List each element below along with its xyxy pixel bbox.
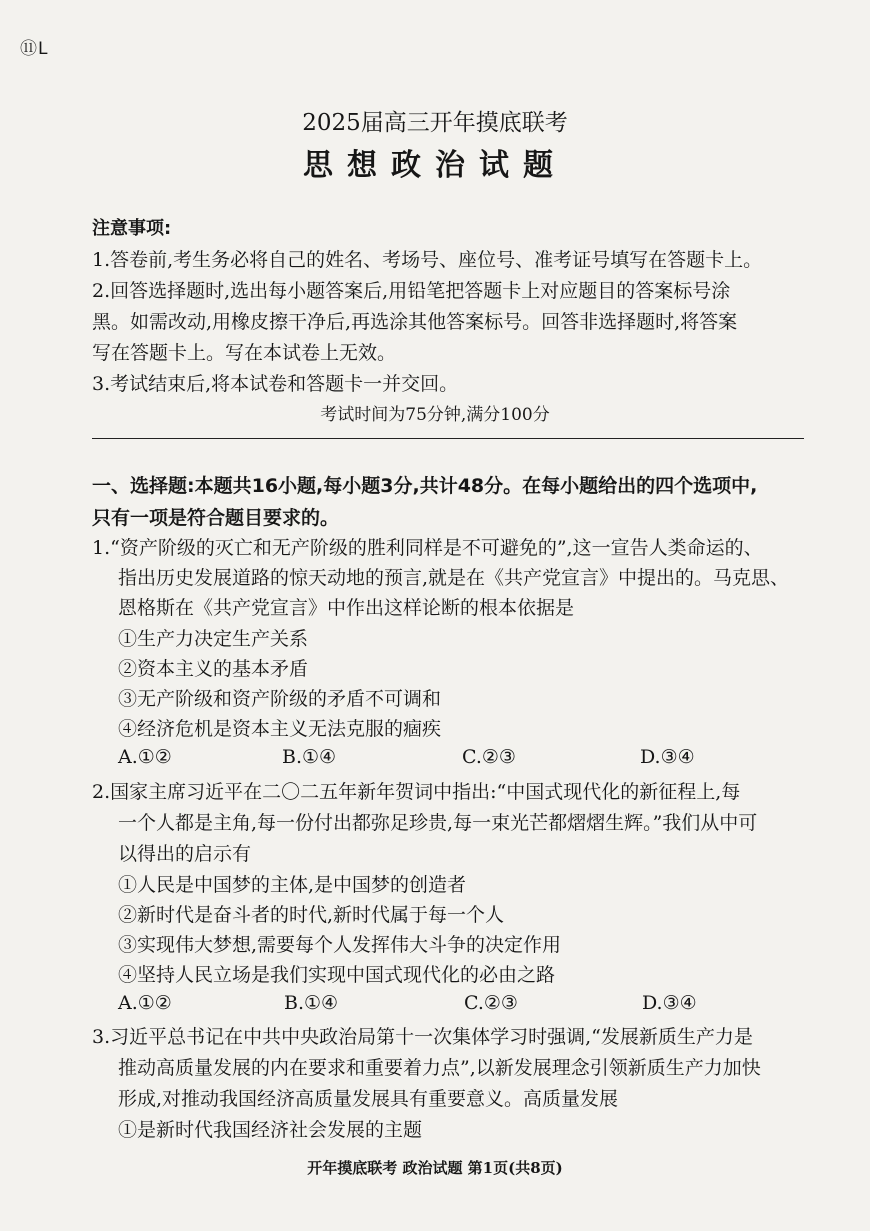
corner-mark: ⑪L	[20, 39, 49, 59]
statement-option: ①是新时代我国经济社会发展的主题	[118, 1119, 423, 1141]
note-line: 2.回答选择题时,选出每小题答案后,用铅笔把答题卡上对应题目的答案标号涂	[92, 280, 731, 302]
statement-option: ②新时代是奋斗者的时代,新时代属于每一个人	[118, 904, 505, 926]
note-line: 1.答卷前,考生务必将自己的姓名、考场号、座位号、准考证号填写在答题卡上。	[92, 249, 763, 271]
note-line: 写在答题卡上。写在本试卷上无效。	[92, 342, 397, 364]
question-stem: 一个人都是主角,每一份付出都弥足珍贵,每一束光芒都熠熠生辉。”我们从中可	[118, 812, 758, 834]
subject-title: 思想政治试题	[303, 148, 567, 183]
page-footer: 开年摸底联考 政治试题 第1页(共8页)	[307, 1159, 563, 1177]
question-stem: 指出历史发展道路的惊天动地的预言,就是在《共产党宣言》中提出的。马克思、	[118, 567, 790, 589]
statement-option: ①人民是中国梦的主体,是中国梦的创造者	[118, 874, 467, 896]
choice-b: B.①④	[284, 992, 339, 1014]
section-heading: 只有一项是符合题目要求的。	[92, 507, 340, 529]
question-stem: 形成,对推动我国经济高质量发展具有重要意义。高质量发展	[118, 1088, 619, 1110]
question-stem: 1.“资产阶级的灭亡和无产阶级的胜利同样是不可避免的”,这一宣告人类命运的、	[92, 537, 763, 559]
note-line: 黑。如需改动,用橡皮擦干净后,再选涂其他答案标号。回答非选择题时,将答案	[92, 311, 738, 333]
statement-option: ③实现伟大梦想,需要每个人发挥伟大斗争的决定作用	[118, 934, 562, 956]
choice-c: C.②③	[462, 746, 516, 768]
question-stem: 以得出的启示有	[118, 843, 252, 865]
choice-b: B.①④	[282, 746, 337, 768]
exam-title: 2025届高三开年摸底联考	[302, 110, 568, 136]
exam-time: 考试时间为75分钟,满分100分	[320, 405, 550, 425]
choice-a: A.①②	[118, 746, 172, 768]
choice-a: A.①②	[118, 992, 172, 1014]
statement-option: ③无产阶级和资产阶级的矛盾不可调和	[118, 688, 442, 710]
question-stem: 推动高质量发展的内在要求和重要着力点”,以新发展理念引领新质生产力加快	[118, 1057, 761, 1079]
note-line: 3.考试结束后,将本试卷和答题卡一并交回。	[92, 373, 459, 395]
section-heading: 一、选择题:本题共16小题,每小题3分,共计48分。在每小题给出的四个选项中,	[92, 475, 758, 497]
question-stem: 恩格斯在《共产党宣言》中作出这样论断的根本依据是	[118, 597, 575, 619]
choice-d: D.③④	[642, 992, 697, 1014]
question-stem: 2.国家主席习近平在二〇二五年新年贺词中指出:“中国式现代化的新征程上,每	[92, 781, 741, 803]
question-stem: 3.习近平总书记在中共中央政治局第十一次集体学习时强调,“发展新质生产力是	[92, 1026, 753, 1048]
statement-option: ④经济危机是资本主义无法克服的痼疾	[118, 718, 442, 740]
choice-d: D.③④	[640, 746, 695, 768]
statement-option: ②资本主义的基本矛盾	[118, 658, 309, 680]
divider	[92, 438, 804, 439]
statement-option: ①生产力决定生产关系	[118, 628, 309, 650]
statement-option: ④坚持人民立场是我们实现中国式现代化的必由之路	[118, 964, 556, 986]
choice-c: C.②③	[464, 992, 518, 1014]
notes-heading: 注意事项:	[92, 218, 172, 239]
